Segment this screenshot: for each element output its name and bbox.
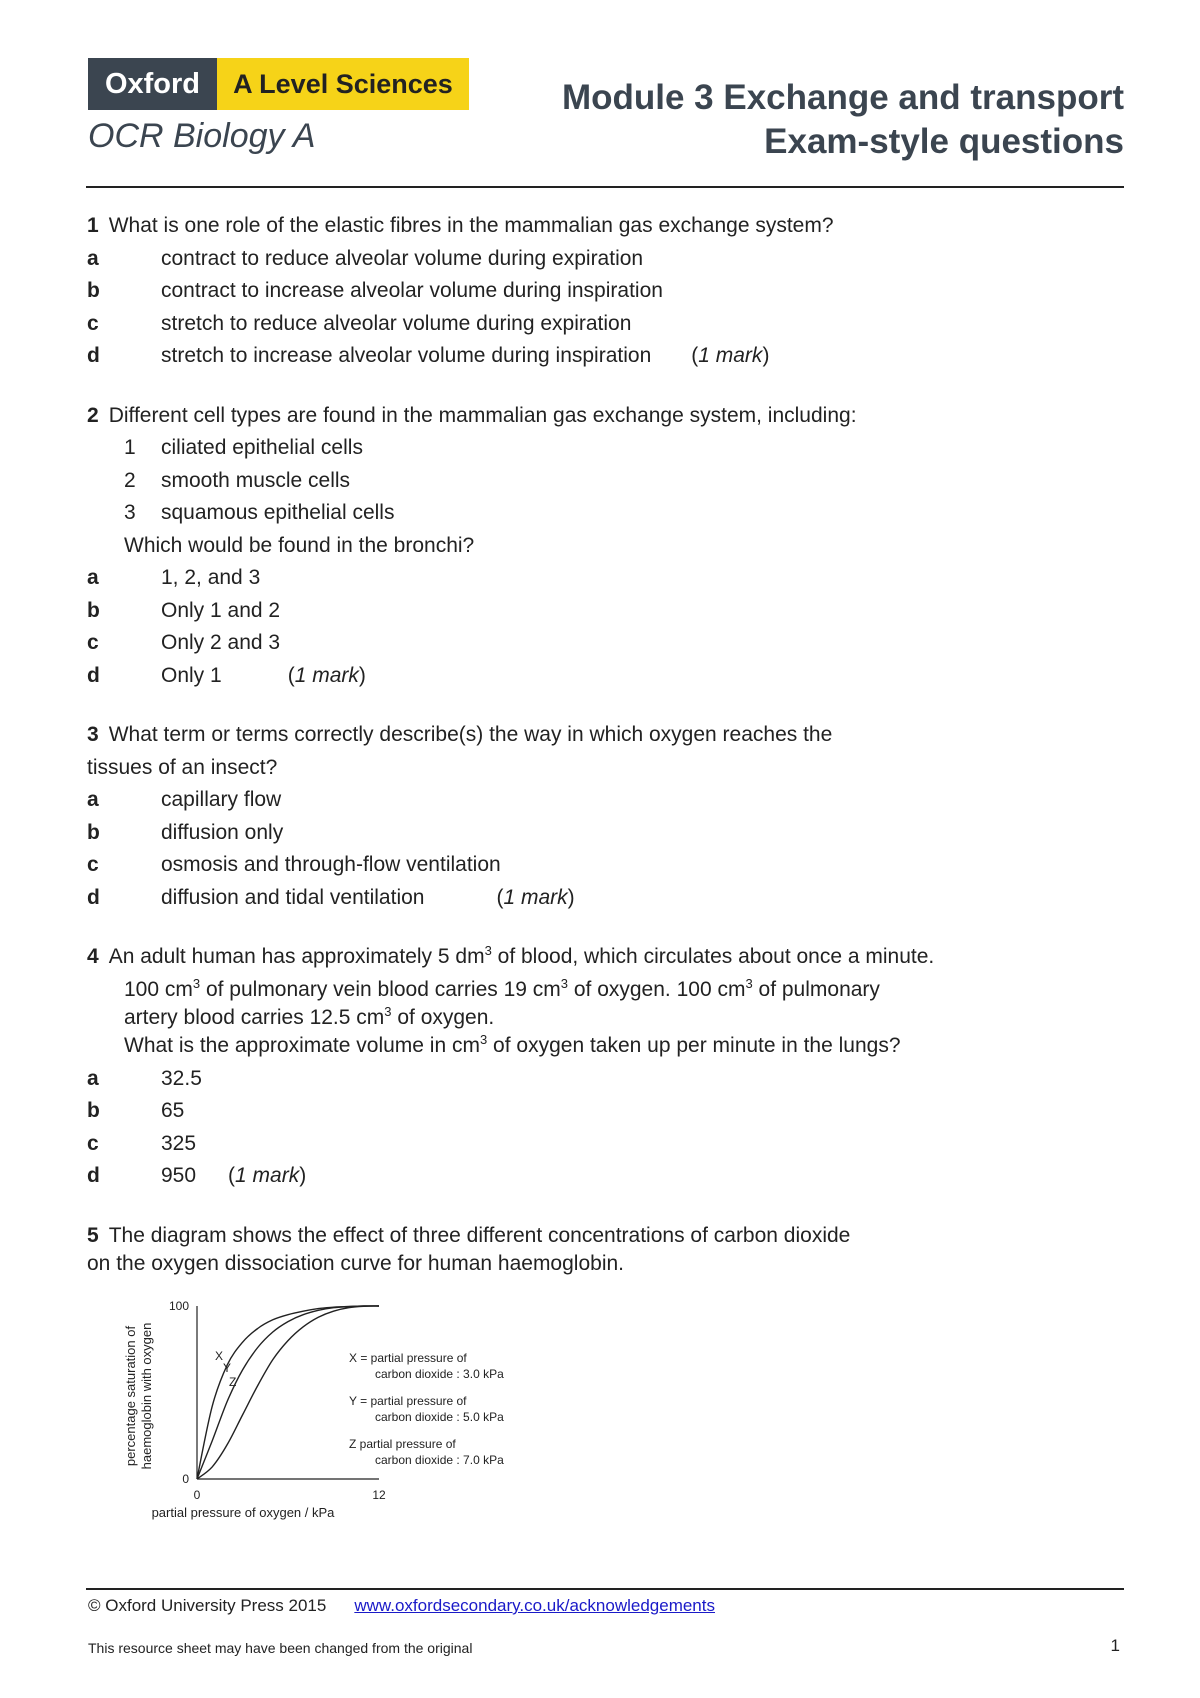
option-d: d diffusion and tidal ventilation (1 mark) <box>87 882 1127 915</box>
resource-note: This resource sheet may have been changed from the original <box>88 1640 473 1656</box>
footer-divider <box>86 1588 1124 1590</box>
legend-x-line1: X = partial pressure of <box>349 1351 467 1365</box>
module-title-line2: Exam-style questions <box>764 122 1124 161</box>
option-c: c osmosis and through-flow ventilation <box>87 853 501 876</box>
copyright: © Oxford University Press 2015 <box>88 1596 327 1615</box>
question-number: 4 <box>87 945 99 968</box>
legend-y-line2: carbon dioxide : 5.0 kPa <box>375 1410 504 1424</box>
dissociation-chart <box>117 1296 597 1541</box>
question-text-cont: on the oxygen dissociation curve for human haemoglobin. <box>87 1252 624 1275</box>
question-number: 5 <box>87 1223 99 1247</box>
footer <box>88 1596 715 1616</box>
chart-legend <box>349 1351 504 1467</box>
y-tick-label: 0 <box>182 1472 189 1486</box>
option-c: c stretch to reduce alveolar volume during expiration <box>87 311 632 335</box>
y-tick-label: 100 <box>168 1299 189 1313</box>
mark-label: (1 mark) <box>496 885 575 909</box>
option-c: c 325 <box>87 1131 197 1155</box>
question-prompt: What is the approximate volume in $cm^3$ of oxygen taken up per minute in the lungs? <box>124 1032 901 1057</box>
questions <box>87 210 1127 1276</box>
question-text: Different cell types are found in the mammalian gas exchange system, including: <box>108 403 857 427</box>
series-z-label: Z <box>229 1375 237 1389</box>
series-y-curve <box>197 1306 379 1479</box>
question-4: 4 An adult human has approximately 5 $dm^3$ of blood, which circulates about once a minute. 100 $cm^3$ of pulmonary vein blood carries 19 $cm^3$ of oxygen. 100 $cm^3$ of pulmonary artery blood carries 12.5 $cm^3$ of oxygen. What is the approximate volume in $cm^3$ of oxygen taken up per minute in the lungs? a 32.5 b 65 c 325 d 950 (1 mark) <box>87 941 1127 1193</box>
publisher-logo <box>88 58 469 110</box>
acknowledgements-link[interactable]: www.oxfordsecondary.co.uk/acknowledgements <box>354 1596 715 1615</box>
option-a: a 32.5 <box>87 1066 202 1090</box>
option-d: d 950 (1 mark) <box>87 1160 1127 1193</box>
legend-y-line1: Y = partial pressure of <box>349 1394 467 1408</box>
cell-type-item: 1 ciliated epithelial cells <box>124 436 363 459</box>
question-text-cont: tissues of an insect? <box>87 755 278 779</box>
mark-label: (1 mark) <box>228 1164 307 1187</box>
series-z-curve <box>197 1306 379 1479</box>
cell-type-item: 2 smooth muscle cells <box>124 468 351 492</box>
x-tick-label: 12 <box>372 1488 386 1502</box>
question-1 <box>87 210 1127 373</box>
logo-oxford: Oxford <box>88 58 217 110</box>
x-axis-label: partial pressure of oxygen / kPa <box>151 1505 335 1520</box>
question-text-cont: artery blood carries 12.5 $cm^3$ of oxygen. <box>124 1004 495 1029</box>
option-b: b diffusion only <box>87 820 284 844</box>
option-a: a capillary flow <box>87 788 282 811</box>
option-c: c Only 2 and 3 <box>87 631 281 654</box>
subject-title: OCR Biology A <box>88 117 316 155</box>
series-y-label: Y <box>223 1361 232 1375</box>
y-axis-label-line1: percentage saturation of <box>123 1325 138 1467</box>
option-b: b 65 <box>87 1099 185 1122</box>
question-number: 3 <box>87 723 99 746</box>
question-2 <box>87 400 1127 693</box>
y-axis-label-line2: haemoglobin with oxygen <box>139 1322 154 1470</box>
question-prompt: Which would be found in the bronchi? <box>124 533 475 557</box>
question-number: 1 <box>87 214 99 237</box>
chart-svg <box>117 1296 597 1541</box>
legend-x-line2: carbon dioxide : 3.0 kPa <box>375 1367 504 1381</box>
question-5 <box>87 1220 1127 1277</box>
option-b: b contract to increase alveolar volume during inspiration <box>87 279 663 302</box>
question-text: The diagram shows the effect of three different concentrations of carbon dioxide <box>108 1223 851 1247</box>
option-a: a contract to reduce alveolar volume during expiration <box>87 246 644 270</box>
logo-a-level-sciences: A Level Sciences <box>217 58 469 110</box>
option-b: b Only 1 and 2 <box>87 598 281 622</box>
cell-type-item: 3 squamous epithelial cells <box>124 501 395 524</box>
x-tick-label: 0 <box>193 1488 201 1502</box>
y-axis-label <box>123 1323 154 1470</box>
legend-z-line1: Z partial pressure of <box>349 1437 456 1451</box>
option-d: d Only 1 (1 mark) <box>87 660 1127 693</box>
question-number: 2 <box>87 403 99 427</box>
module-title-line1: Module 3 Exchange and transport <box>561 78 1124 117</box>
series-x-curve <box>197 1306 379 1479</box>
legend-z-line2: carbon dioxide : 7.0 kPa <box>375 1453 504 1467</box>
mark-label: (1 mark) <box>287 663 366 687</box>
option-a: a 1, 2, and 3 <box>87 566 261 589</box>
page-number: 1 <box>1110 1636 1120 1655</box>
question-text: What term or terms correctly describe(s) the way in which oxygen reaches the <box>108 723 833 746</box>
mark-label: (1 mark) <box>691 344 770 367</box>
header-divider <box>86 186 1124 188</box>
option-d: d stretch to increase alveolar volume during inspiration (1 mark) <box>87 340 1127 373</box>
module-title <box>562 76 1124 164</box>
series-x-label: X <box>215 1349 224 1363</box>
question-text: What is one role of the elastic fibres in the mammalian gas exchange system? <box>108 214 834 237</box>
question-3 <box>87 719 1127 914</box>
question-text-cont: 100 $cm^3$ of pulmonary vein blood carries 19 $cm^3$ of oxygen. 100 $cm^3$ of pulmonary <box>124 975 880 1001</box>
